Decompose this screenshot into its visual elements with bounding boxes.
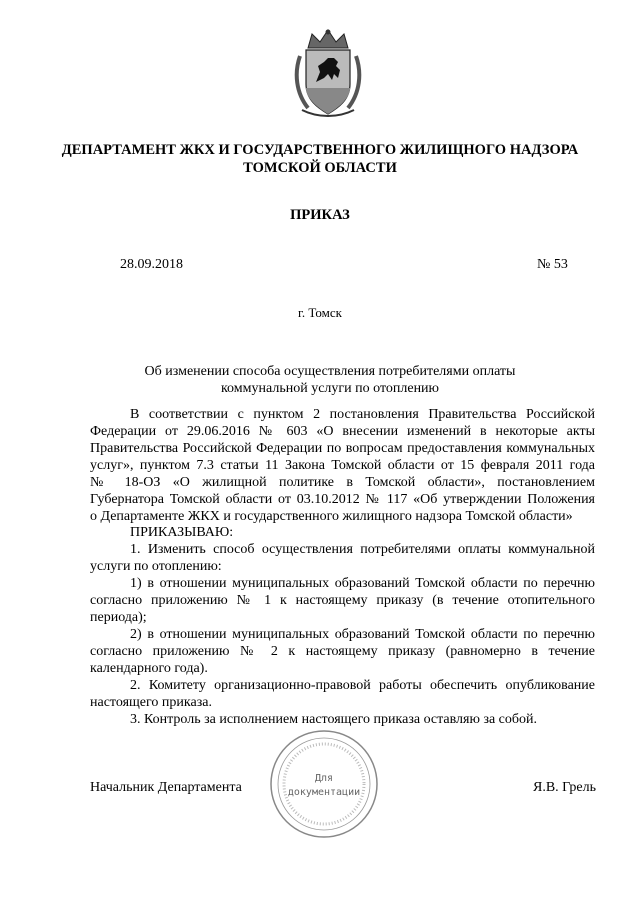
document-date: 28.09.2018 [120,257,183,272]
subject-line1: Об изменении способа осуществления потребителями оплаты [144,364,516,379]
stamp-text-line2: документации [287,787,361,798]
subject-line2: коммунальной услуги по отоплению [220,381,440,396]
document-stamp [268,728,380,840]
body-line: 1) в отношении муниципальных образований Томской области по перечню [130,576,595,591]
body-line: 2) в отношении муниципальных образований Томской области по перечню [130,627,595,642]
document-number: № 53 [537,257,568,272]
body-line: № 18-ОЗ «О жилищной политике в Томской области», постановлением [90,475,595,490]
body-line: согласно приложению № 1 к настоящему приказу (в течение отопительного [90,593,595,608]
document-title: ПРИКАЗ [290,207,350,223]
body-line: услуг», пунктом 7.3 статьи 11 Закона Томской области от 15 февраля 2011 года [90,458,595,473]
body-line: услуги по отоплению: [90,559,222,574]
body-line: согласно приложению № 2 к настоящему приказу (равномерно в течение [90,644,595,659]
body-line: Губернатора Томской области от 03.10.2012 № 117 «Об утверждении Положения [90,492,595,507]
coat-of-arms-emblem [294,28,362,118]
body-line: календарного года). [90,661,208,676]
signatory-position: Начальник Департамента [90,780,242,795]
body-line: периода); [90,610,147,625]
document-city: г. Томск [298,305,342,320]
body-line: 2. Комитету организационно-правовой работы обеспечить опубликование [130,678,595,693]
organization-name-line1: ДЕПАРТАМЕНТ ЖКХ И ГОСУДАРСТВЕННОГО ЖИЛИЩНОГО НАДЗОРА [61,142,579,158]
body-line: ПРИКАЗЫВАЮ: [130,525,234,540]
body-line: В соответствии с пунктом 2 постановления Правительства Российской [130,407,595,422]
body-line: 1. Изменить способ осуществления потребителями оплаты коммунальной [130,542,595,557]
body-line: 3. Контроль за исполнением настоящего приказа оставляю за собой. [130,712,538,727]
signatory-name: Я.В. Грель [533,780,596,795]
body-line: Федерации от 29.06.2016 № 603 «О внесении изменений в некоторые акты [90,424,595,439]
body-line: Правительства Российской Федерации по вопросам предоставления коммунальных [90,441,595,456]
organization-name-line2: ТОМСКОЙ ОБЛАСТИ [243,160,397,176]
body-line: о Департаменте ЖКХ и государственного жилищного надзора Томской области» [90,509,573,524]
body-line: настоящего приказа. [90,695,212,710]
stamp-text-line1: Для [314,773,334,784]
